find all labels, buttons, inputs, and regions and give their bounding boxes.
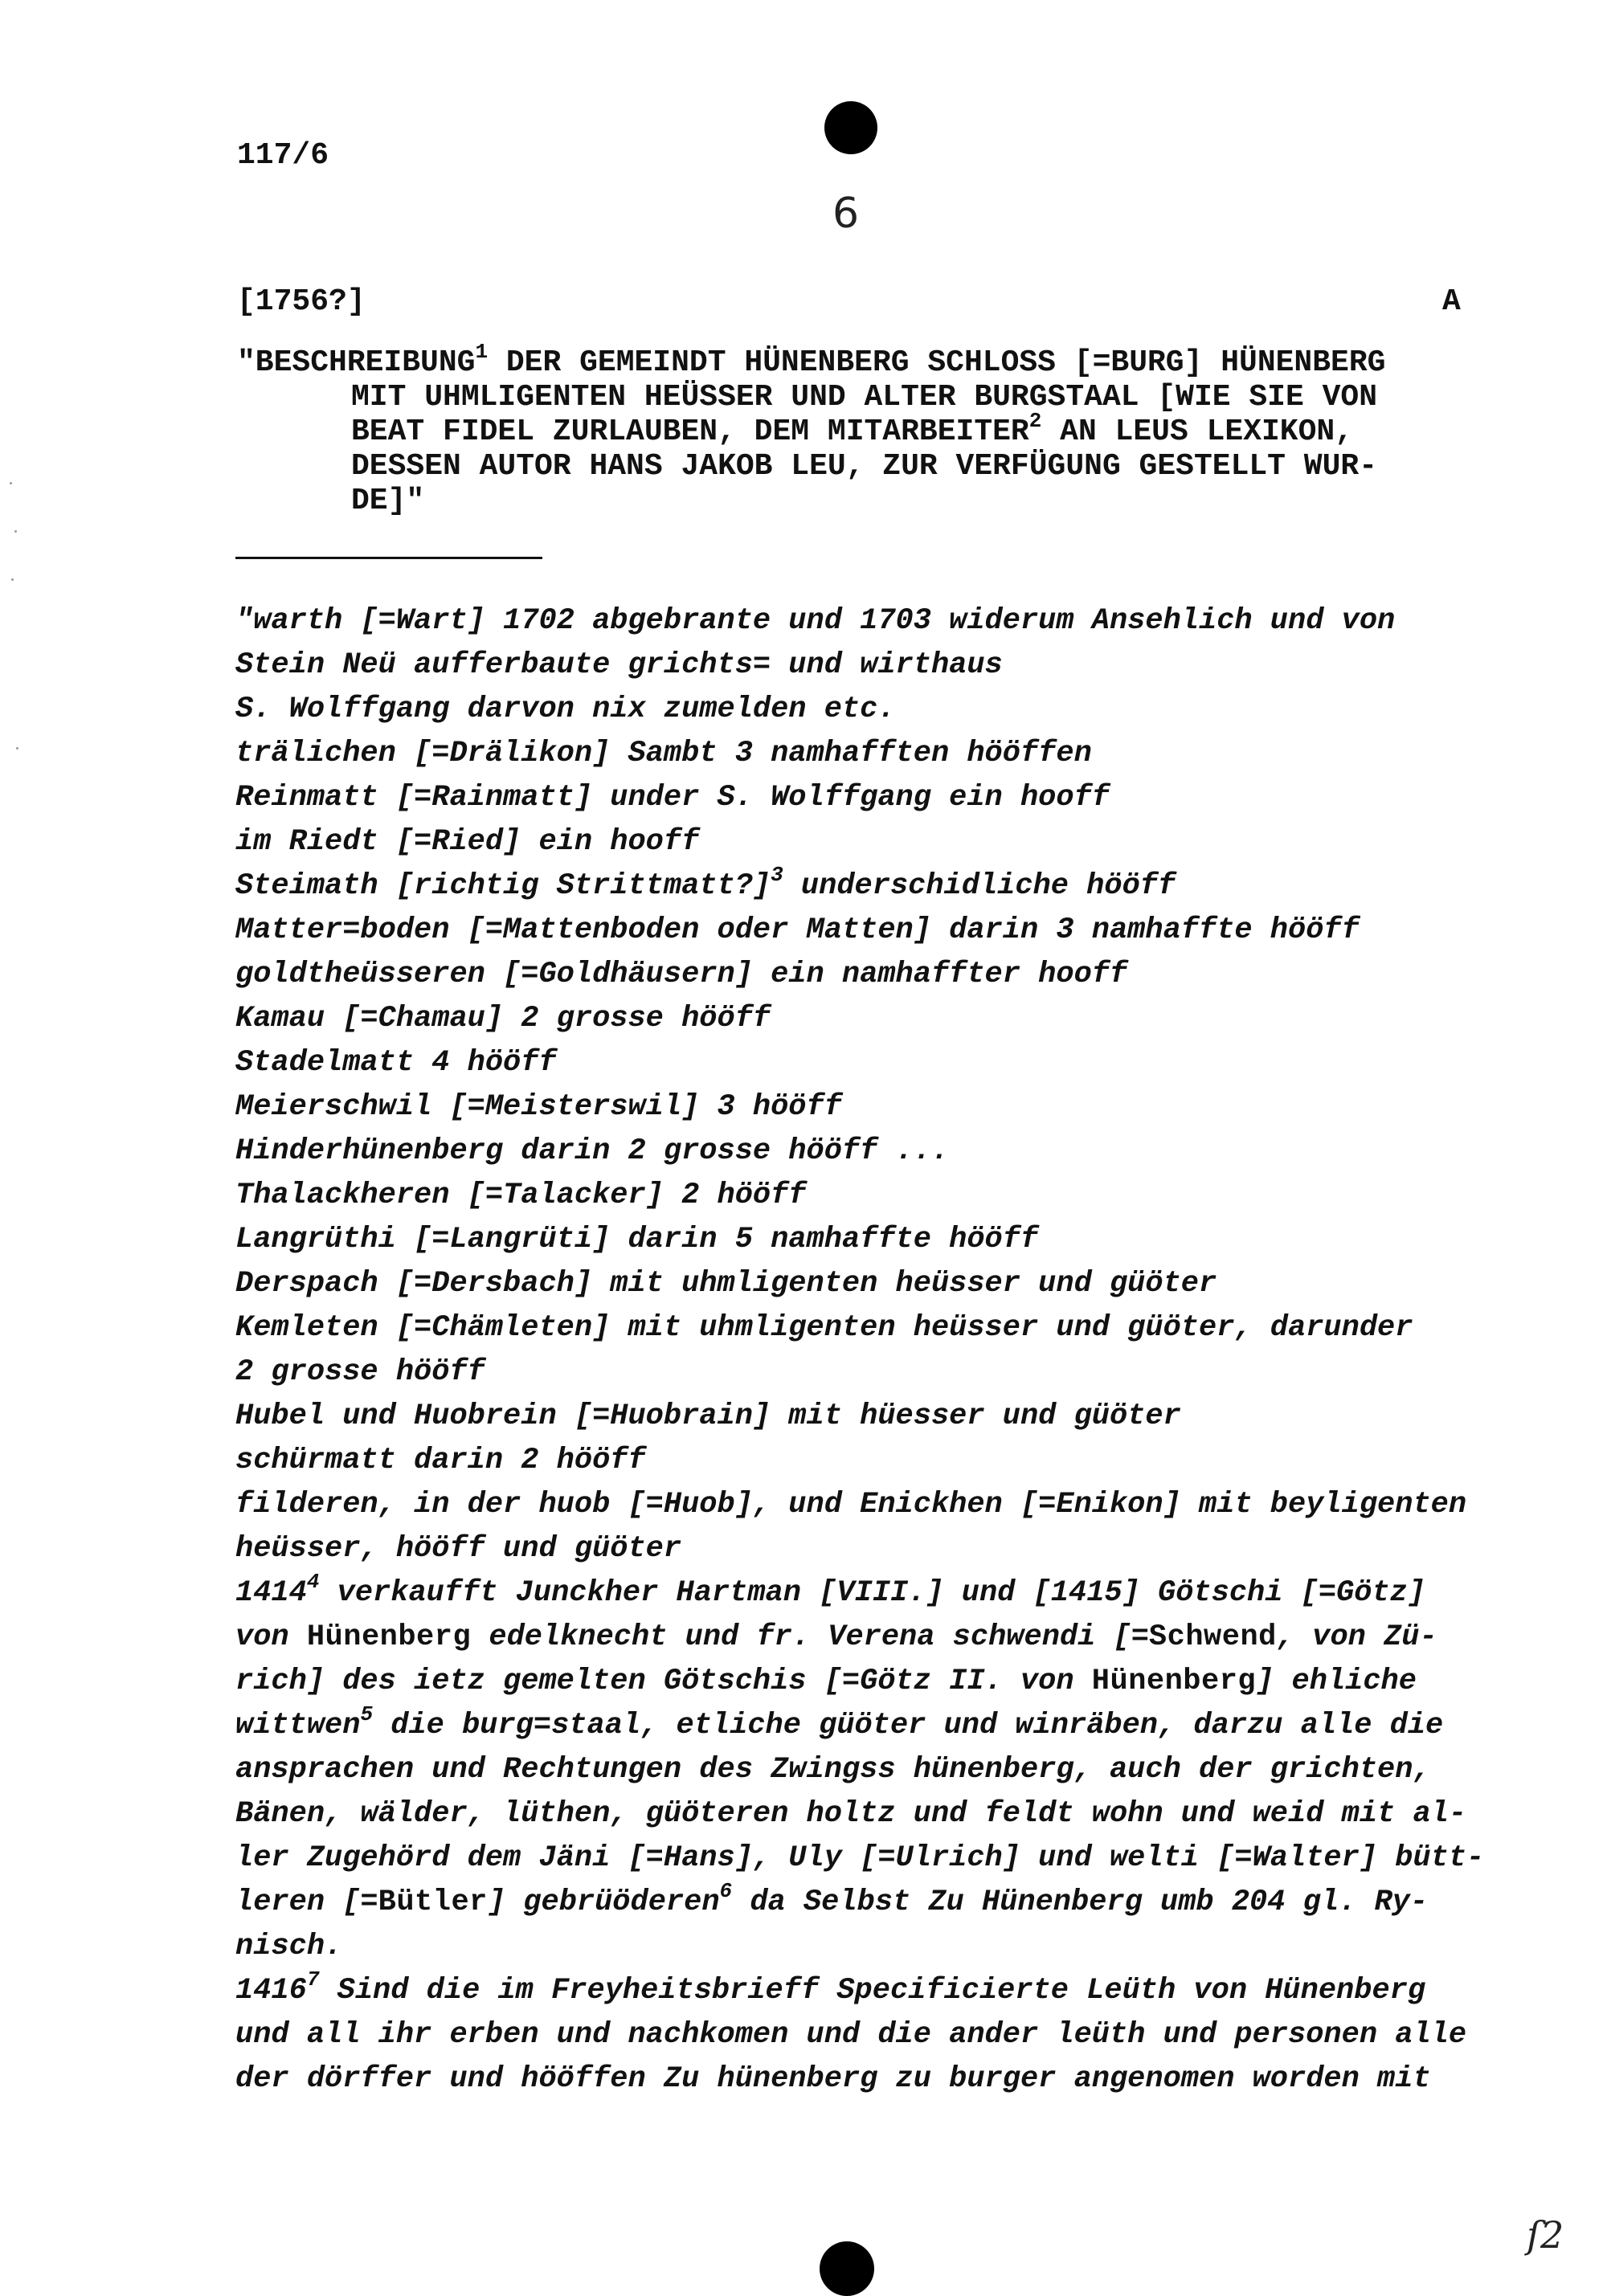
text-line: leren [=Bütler] gebrüöderen$^6$ da Selbst Zu Hünenberg umb 204 gl. Ry- (235, 1879, 1429, 1919)
text-line: Stadelmatt 4 hööff (235, 1046, 557, 1080)
footnote-ref: 4 (306, 1570, 320, 1594)
page-number: 6 (832, 190, 860, 238)
text-line: Langrüthi [=Langrüti] darin 5 namhaffte hööff (235, 1223, 1039, 1256)
text-line: Meierschwil [=Meisterswil] 3 hööff (235, 1090, 842, 1124)
footnote-ref: 6 (719, 1879, 733, 1903)
punch-hole-bottom (820, 2241, 874, 2296)
text-line: "warth [=Wart] 1702 abgebrante und 1703 widerum Ansehlich und von (235, 604, 1396, 638)
footnote-ref: 2 (1028, 409, 1042, 433)
text-line: Derspach [=Dersbach] mit uhmligenten heüsser und güöter (235, 1267, 1217, 1301)
text-line: Thalackheren [=Talacker] 2 hööff (235, 1179, 807, 1212)
footnote-ref: 3 (771, 863, 783, 887)
text-line: Kamau [=Chamau] 2 grosse hööff (235, 1002, 771, 1036)
text-line: schürmatt darin 2 hööff (235, 1444, 646, 1477)
text-line: nisch. (235, 1930, 343, 1963)
text-line: heüsser, hööff und güöter (235, 1532, 682, 1566)
punch-hole-top (824, 101, 877, 154)
footnote-ref: 7 (306, 1967, 320, 1992)
title-line: MIT UHMLIGENTEN HEÜSSER UND ALTER BURGSTAAL [WIE SIE VON (351, 380, 1378, 415)
text-line: Bänen, wälder, lüthen, güöteren holtz und feldt wohn und weid mit al- (235, 1797, 1467, 1831)
text-line: und all ihr erben und nachkomen und die ander leüth und personen alle (235, 2018, 1467, 2052)
text-line: 1416$^7$ Sind die im Freyheitsbrieff Specificierte Leüth von Hünenberg (235, 1967, 1426, 2008)
document-reference: 117/6 (237, 138, 329, 173)
text-line: trälichen [=Drälikon] Sambt 3 namhafften hööffen (235, 737, 1092, 770)
text-line: Reinmatt [=Rainmatt] under S. Wolffgang ein hooff (235, 781, 1110, 815)
text-line: rich] des ietz gemelten Götschis [=Götz II. von Hünenberg] ehliche (235, 1665, 1417, 1698)
text-line: Matter=boden [=Mattenboden oder Matten] darin 3 namhaffte hööff (235, 913, 1360, 947)
text-line: der dörffer und hööffen Zu hünenberg zu burger angenomen worden mit (235, 2062, 1431, 2096)
text-line: Hubel und Huobrein [=Huobrain] mit hüesser und güöter (235, 1399, 1181, 1433)
text-line: filderen, in der huob [=Huob], und Enickhen [=Enikon] mit beyligenten (235, 1488, 1467, 1522)
text-line: Kemleten [=Chämleten] mit uhmligenten heüsser und güöter, darunder (235, 1311, 1413, 1345)
text-line: Stein Neü aufferbaute grichts= und wirthaus (235, 648, 1003, 682)
text-line: wittwen$^5$ die burg=staal, etliche güöter und winräben, darzu alle die (235, 1702, 1444, 1742)
text-line: goldtheüsseren [=Goldhäusern] ein namhaffter hooff (235, 958, 1128, 991)
emphasized-name: Hünenberg (306, 1620, 472, 1654)
text-line: Steimath [richtig Strittmatt?]$^3$ underschidliche hööff (235, 863, 1176, 903)
handwritten-corner-mark: ſ2 (1527, 2213, 1564, 2257)
title-line: DE]" (351, 484, 425, 518)
footnote-ref: 5 (360, 1702, 374, 1726)
text-line: ansprachen und Rechtungen des Zwingss hünenberg, auch der grichten, (235, 1753, 1431, 1787)
text-line: von Hünenberg edelknecht und fr. Verena schwendi [=Schwend, von Zü- (235, 1620, 1437, 1654)
title-line: DESSEN AUTOR HANS JAKOB LEU, ZUR VERFÜGUNG GESTELLT WUR- (351, 449, 1378, 484)
footnote-ref: 1 (475, 340, 489, 364)
text-line: im Riedt [=Ried] ein hooff (235, 825, 700, 859)
text-line: S. Wolffgang darvon nix zumelden etc. (235, 692, 896, 726)
text-line: ler Zugehörd dem Jäni [=Hans], Uly [=Ulrich] und welti [=Walter] bütt- (235, 1841, 1485, 1875)
emphasized-name: Schwend (1148, 1620, 1277, 1654)
text-line: 1414$^4$ verkaufft Junckher Hartman [VIII.] und [1415] Götschi [=Götz] (235, 1570, 1426, 1610)
title-line: "BESCHREIBUNG$^1$ DER GEMEINDT HÜNENBERG SCHLOSS [=BURG] HÜNENBERG (237, 340, 1386, 380)
text-line: 2 grosse hööff (235, 1355, 485, 1389)
text-line: Hinderhünenberg darin 2 grosse hööff ... (235, 1134, 950, 1168)
emphasized-name: Hünenberg (1091, 1665, 1257, 1698)
document-title (237, 340, 1474, 518)
scan-specks (6, 482, 22, 803)
transcription-body (235, 599, 1485, 2102)
separator-rule (235, 557, 542, 559)
section-marker: A (1442, 284, 1461, 319)
title-line: BEAT FIDEL ZURLAUBEN, DEM MITARBEITER$^2$ AN LEUS LEXIKON, (351, 409, 1354, 449)
emphasized-name: Bütler (378, 1885, 488, 1919)
document-date: [1756?] (237, 284, 366, 319)
